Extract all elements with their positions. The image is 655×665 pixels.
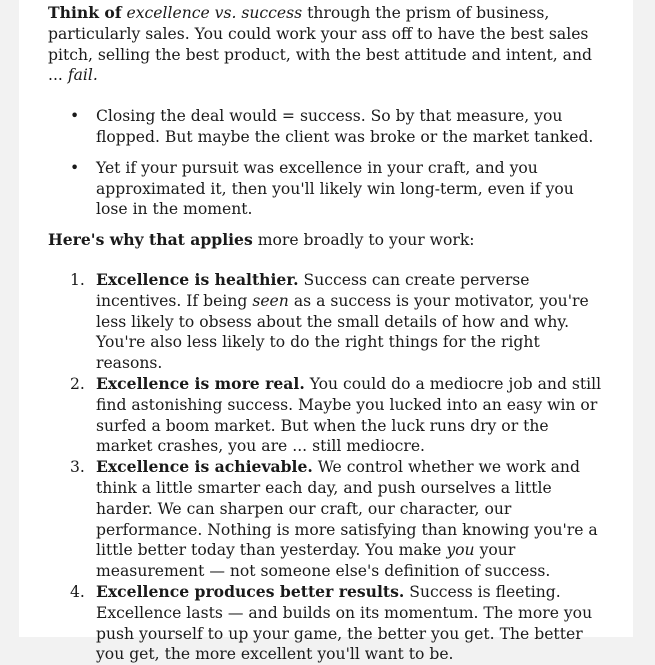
intro-text: through the prism of business, particularly sales. You could work your ass off to have the best sales pitch, selling the best product, with the best attitude and intent, and ...	[48, 4, 592, 85]
point-text-2: as a success is your motivator, you're less likely to obsess about the small details of how and why. You're also less likely to do the right things for the right reasons.	[96, 291, 589, 373]
list-item	[48, 374, 608, 457]
point-text: Success is fleeting. Excellence lasts — and builds on its momentum. The more you push yourself to up your game, the better you get. The better you get, the more excellent you'll want to be.	[96, 582, 593, 664]
numbered-list	[48, 270, 608, 665]
bullet-text: Closing the deal would = success. So by that measure, you flopped. But maybe the client was broke or the market tanked.	[96, 107, 594, 146]
list-item	[48, 270, 608, 374]
list-item	[48, 582, 608, 665]
article-page	[19, 0, 633, 664]
article-body	[48, 3, 608, 665]
applies-text: more broadly to your work:	[257, 231, 475, 250]
point-title: Excellence is achievable.	[96, 457, 313, 477]
applies-bold: Here's why that applies	[48, 230, 253, 250]
intro-lead-italic: excellence vs. success	[126, 4, 303, 22]
list-item	[48, 457, 608, 582]
intro-paragraph	[48, 3, 608, 86]
list-number: 2.	[70, 374, 85, 393]
list-item	[48, 106, 608, 148]
list-number: 3.	[70, 458, 85, 477]
list-number: 4.	[70, 582, 85, 601]
bullet-marker: •	[70, 158, 80, 177]
intro-end-italic: fail.	[67, 66, 98, 85]
bullet-text: Yet if your pursuit was excellence in your craft, and you approximated it, then you'll likely win long-term, even if you lose in the moment.	[96, 158, 574, 219]
point-italic: seen	[252, 291, 289, 310]
point-italic: you	[446, 541, 475, 560]
intro-lead-bold: Think of	[48, 3, 122, 22]
point-text-2: your measurement — not someone else's definition of success.	[96, 541, 551, 581]
bullet-list	[48, 106, 608, 220]
applies-paragraph	[48, 230, 608, 251]
point-title: Excellence produces better results.	[96, 581, 405, 601]
bullet-marker: •	[70, 107, 80, 126]
point-title: Excellence is more real.	[96, 373, 305, 393]
list-item	[48, 158, 608, 220]
point-text: Success can create perverse incentives. If being	[96, 270, 530, 310]
list-number: 1.	[70, 270, 85, 289]
point-text: You could do a mediocre job and still find astonishing success. Maybe you lucked into an easy win or surfed a boom market. But when the luck runs dry or the market crashes, you are ... still mediocre.	[96, 374, 602, 456]
point-title: Excellence is healthier.	[96, 269, 299, 289]
point-text: We control whether we work and think a little smarter each day, and push ourselves a little harder. We can sharpen our craft, our character, our performance. Nothing is more satisfying than knowing you're a little better today than yesterday. You make	[96, 458, 598, 560]
